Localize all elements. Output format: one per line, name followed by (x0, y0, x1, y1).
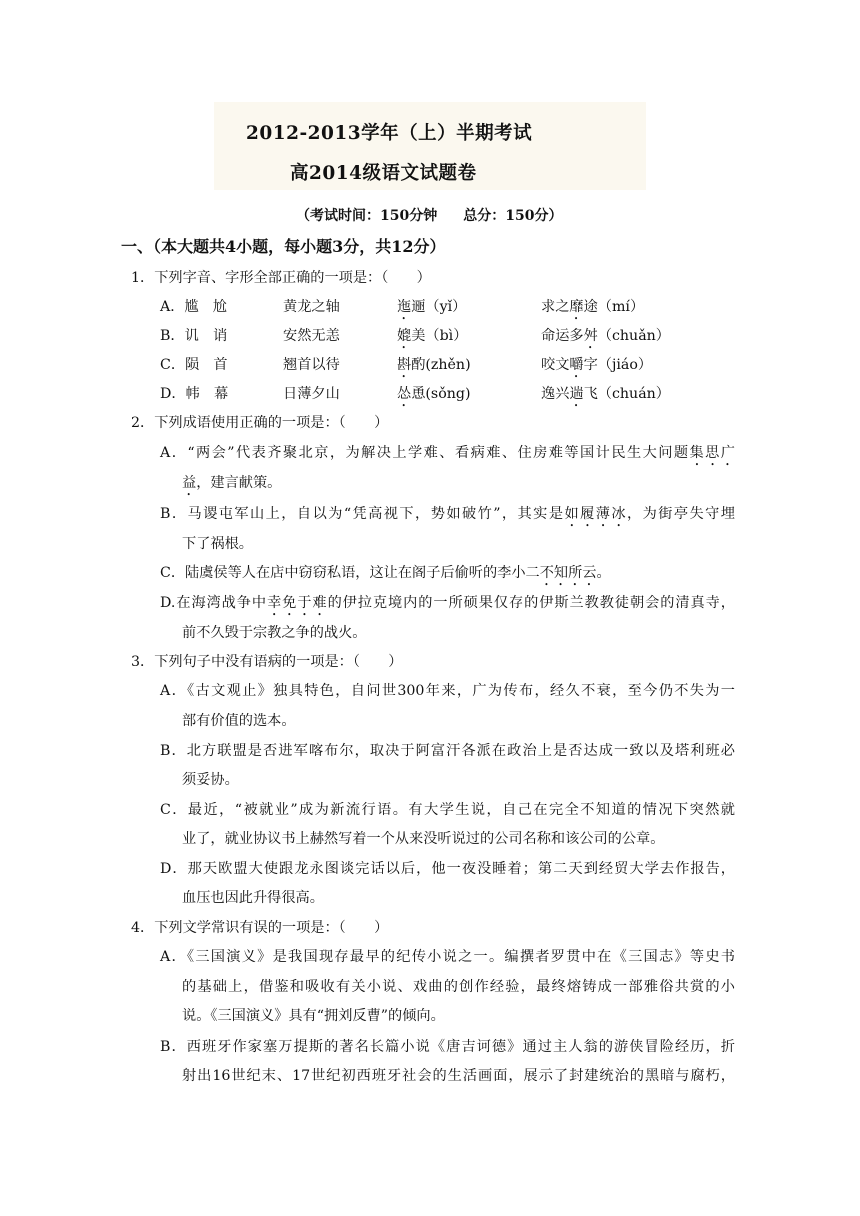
exam-time: （考试时间：150分钟 (296, 208, 438, 224)
q4-option-b-line2: 射出16世纪末、17世纪初西班牙社会的生活画面，展示了封建统治的黑暗与腐朽， (182, 1068, 735, 1084)
exam-meta (296, 205, 562, 225)
q1-option-c-word1: C．陨 首 (160, 357, 228, 373)
question-2-stem: 2．下列成语使用正确的一项是：（ ） (131, 415, 389, 431)
q1-option-a-word3: 迤逦（yǐ） (397, 299, 467, 315)
q1-option-d-word2: 日薄夕山 (283, 386, 340, 402)
q4-option-a-line2: 的基础上，借鉴和吸收有关小说、戏曲的创作经验，最终熔铸成一部雅俗共赏的小 (182, 979, 735, 995)
q3-option-d-line1: D．那天欧盟大使跟龙永图谈完话以后，他一夜没睡着；第二天到经贸大学去作报告， (160, 861, 735, 877)
q1-option-c-word4: 咬文嚼字（jiáo） (541, 357, 653, 373)
q3-option-b-line2: 须妥协。 (182, 772, 239, 788)
q3-option-d-line2: 血压也因此升得很高。 (182, 890, 324, 906)
q1-option-c-word3: 斟酌(zhěn) (397, 357, 471, 373)
q1-option-d-word4: 逸兴遄飞（chuán） (541, 386, 670, 402)
q3-option-b-line1: B．北方联盟是否进军喀布尔，取决于阿富汗各派在政治上是否达成一致以及塔利班必 (160, 743, 735, 759)
q3-option-c-line2: 业了，就业协议书上赫然写着一个从来没听说过的公司名称和该公司的公章。 (182, 831, 665, 847)
q1-option-b-word1: B．讥 诮 (160, 328, 228, 344)
q4-option-a-line1: A．《三国演义》是我国现存最早的纪传小说之一。编撰者罗贯中在《三国志》等史书 (160, 949, 735, 965)
section-heading: 一、（本大题共4小题，每小题3分，共12分） (121, 237, 446, 256)
q1-option-a-word2: 黄龙之轴 (283, 299, 340, 315)
q2-option-b-line1: B．马谡屯军山上，自以为“凭高视下，势如破竹”，其实是如履薄冰，为街亭失守埋 (160, 506, 735, 522)
q2-option-c: C．陆虞侯等人在店中窃窃私语，这让在阁子后偷听的李小二不知所云。 (160, 565, 611, 581)
question-3-stem: 3．下列句子中没有语病的一项是：（ ） (131, 654, 403, 670)
q2-option-d-line1: D.在海湾战争中幸免于难的伊拉克境内的一所硕果仅存的伊斯兰教教徒朝会的清真寺， (160, 595, 735, 611)
q3-option-c-line1: C．最近，“被就业”成为新流行语。有大学生说，自己在完全不知道的情况下突然就 (160, 802, 735, 818)
q2-option-d-line2: 前不久毁于宗教之争的战火。 (182, 625, 367, 641)
q2-option-a-line1: A．“两会”代表齐聚北京，为解决上学难、看病难、住房难等国计民生大问题集思广 (160, 445, 735, 461)
q3-option-a-line1: A．《古文观止》独具特色，自问世300年来，广为传布，经久不衰，至今仍不失为一 (160, 683, 735, 699)
q4-option-a-line3: 说。《三国演义》具有“拥刘反曹”的倾向。 (182, 1008, 445, 1024)
q1-option-a-word1: A．尴 尬 (160, 299, 227, 315)
q4-option-b-line1: B．西班牙作家塞万提斯的著名长篇小说《唐吉诃德》通过主人翁的游侠冒险经历，折 (160, 1039, 735, 1055)
title-block (214, 102, 646, 190)
q1-option-c-word2: 翘首以待 (283, 357, 340, 373)
q2-option-a-line2: 益，建言献策。 (182, 475, 282, 491)
exam-total-score: 总分：150分） (463, 208, 563, 224)
q1-option-d-word3: 怂恿(sǒng) (397, 386, 471, 402)
q1-option-b-word3: 媲美（bì） (397, 328, 468, 344)
q1-option-a-word4: 求之靡途（mí） (541, 299, 645, 315)
q1-option-b-word2: 安然无恙 (283, 328, 340, 344)
question-1-stem: 1．下列字音、字形全部正确的一项是：（ ） (131, 270, 431, 286)
q1-option-d-word1: D．帏 幕 (160, 386, 229, 402)
q3-option-a-line2: 部有价值的选本。 (182, 713, 296, 729)
q1-option-b-word4: 命运多舛（chuǎn） (541, 328, 670, 344)
q2-option-b-line2: 下了祸根。 (182, 536, 253, 552)
question-4-stem: 4．下列文学常识有误的一项是：（ ） (131, 920, 389, 936)
exam-title: 2012-2013学年（上）半期考试 (246, 123, 533, 144)
exam-subtitle: 高2014级语文试题卷 (290, 163, 477, 184)
